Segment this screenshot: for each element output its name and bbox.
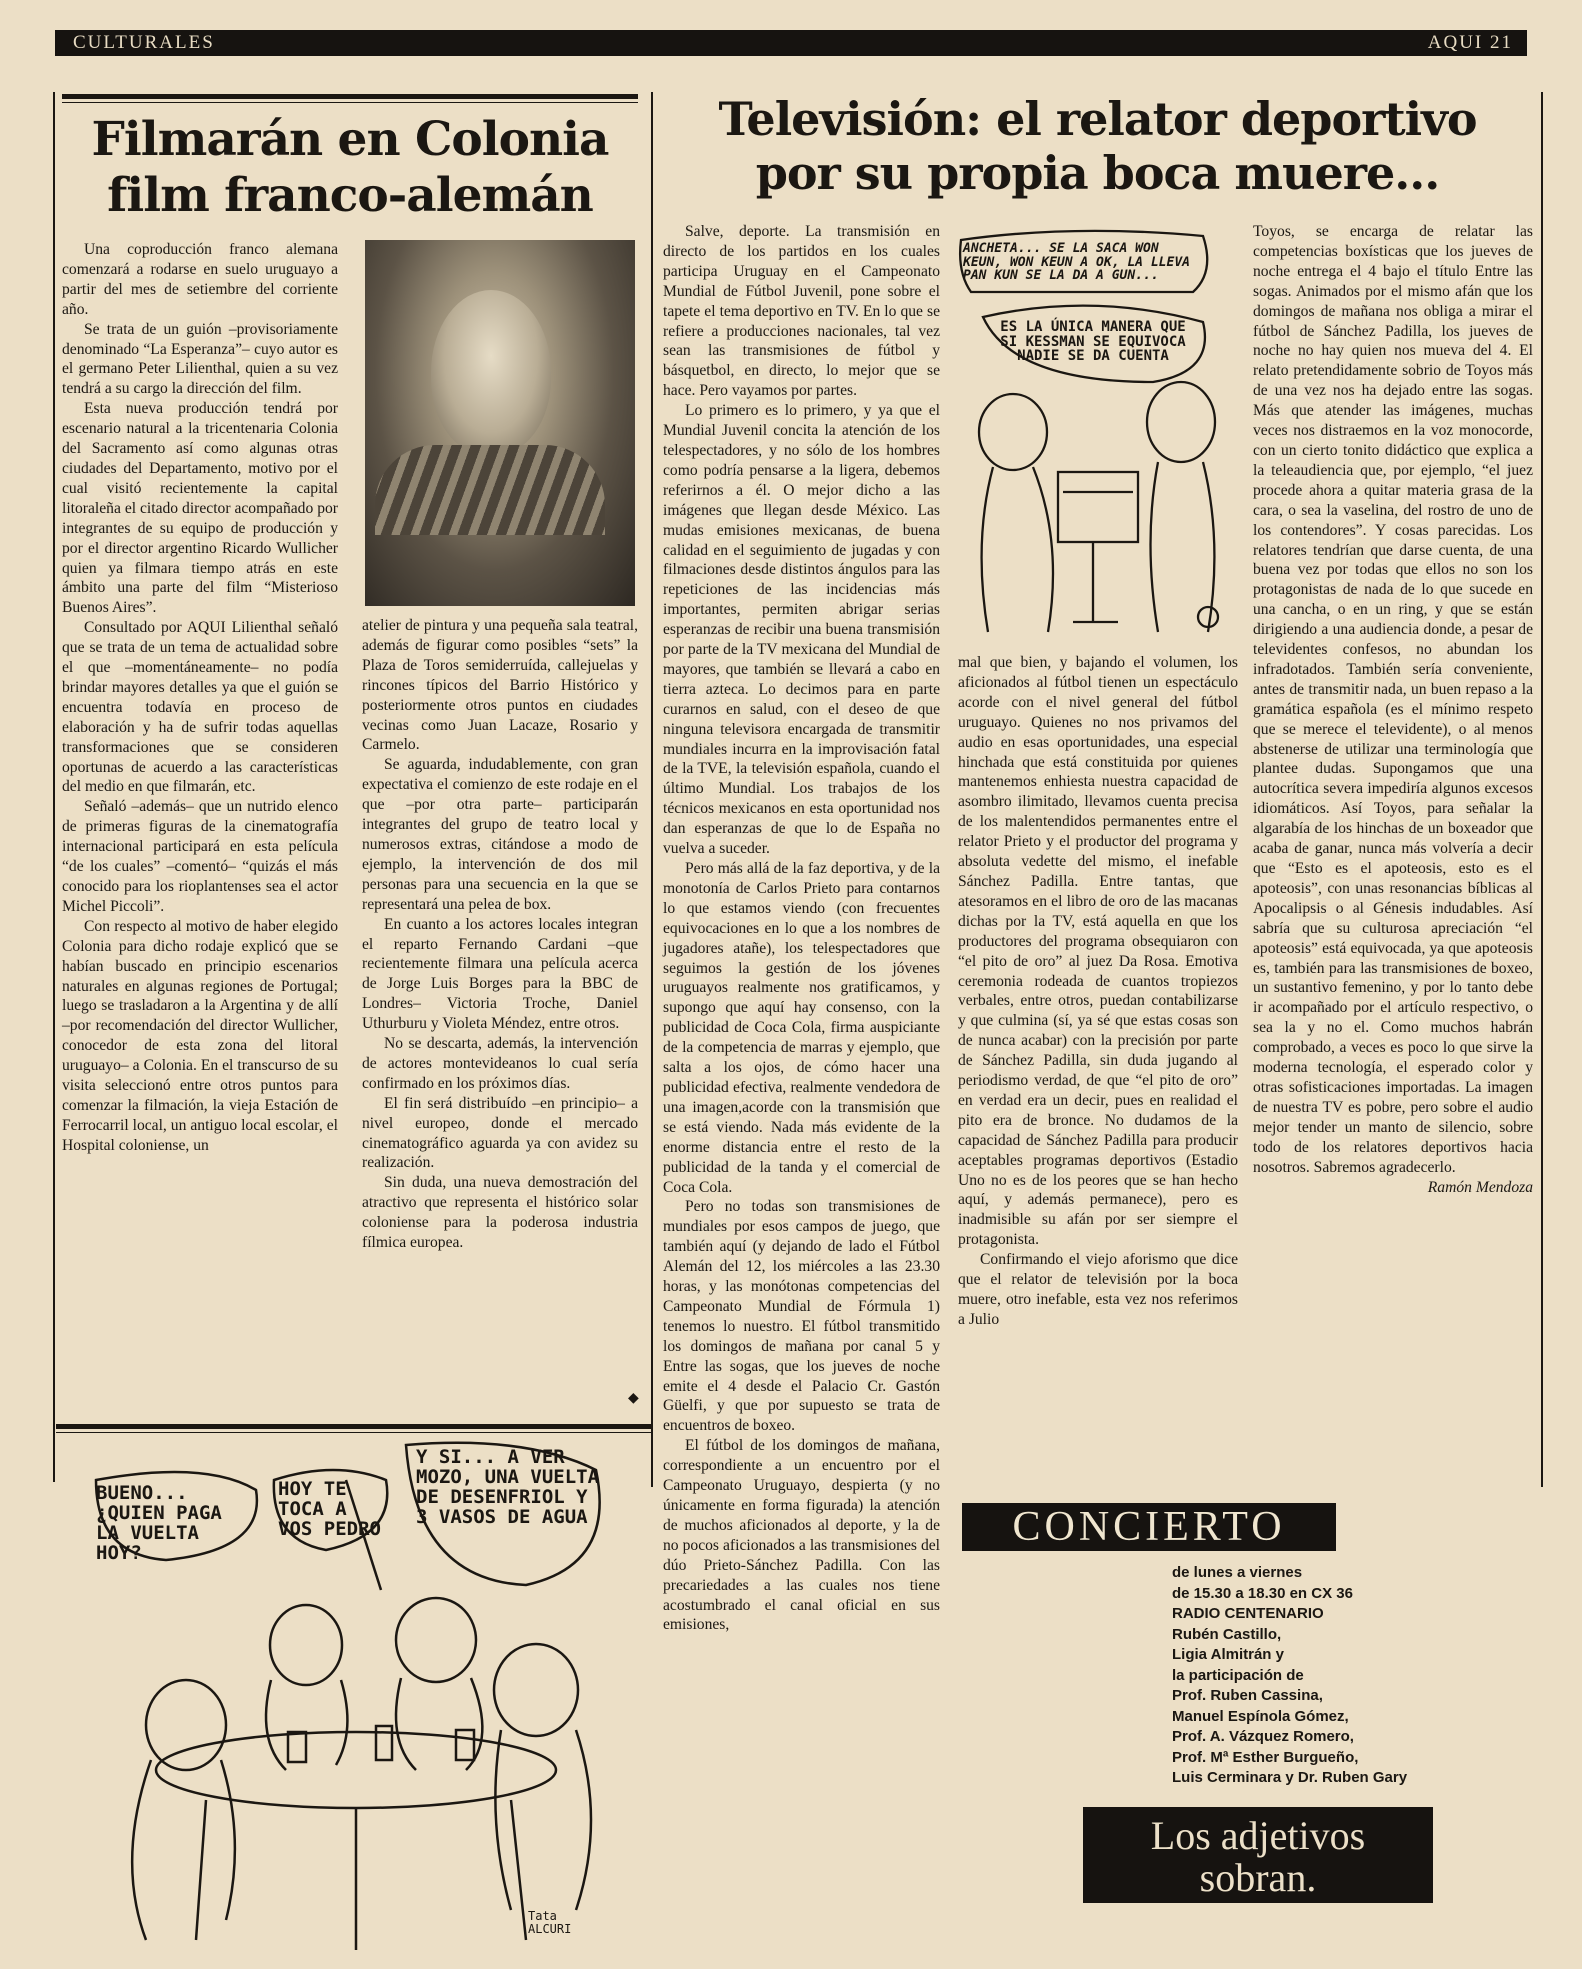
column-divider <box>651 92 653 1487</box>
ad-line: RADIO CENTENARIO <box>1172 1605 1324 1622</box>
ad-details <box>1172 1563 1502 1789</box>
paragraph: El fin será distribuído –en principio– a nivel europeo, donde el mercado cinematográfico aguarda ya con avidez su realización. <box>362 1094 638 1172</box>
portrait-sweater <box>375 445 605 535</box>
ad-line: Rubén Castillo, <box>1172 1625 1282 1643</box>
column-divider <box>1541 92 1543 1487</box>
paragraph: Pero no todas son transmisiones de mundiales por esos campos de juego, que también aquí (y dejando de lado el Fútbol Alemán del 12, los miércoles a las 23.30 horas, y las monótonas competencias del Campeonato Mundial de Fórmula 1) tenemos lo nuestro. El fútbol transmitido los domingos de mañana por canal 5 y Entre las sogas, que los jueves de noche emite el 4 desde el Palacio Cr. Gastón Güelfi, y que por supuesto se trata de encuentros de boxeo. <box>663 1198 940 1435</box>
bar-cartoon <box>56 1440 652 1964</box>
speech-bubble: ES LA ÚNICA MANERA QUE SI KESSMAN SE EQUIVOCA NADIE SE DA CUENTA <box>1000 319 1186 365</box>
section-name: CULTURALES <box>73 32 215 53</box>
title-line: por su propia boca muere... <box>755 146 1440 200</box>
paragraph: Una coproducción franco alemana comenzará a rodarse en suelo uruguayo a partir del mes de setiembre del corriente año. <box>62 241 338 318</box>
paragraph: El fútbol de los domingos de mañana, correspondiente a un encuentro por el Campeonato Uruguayo, despierta (y no únicamente en forma figurada) la atención de muchos aficionados al deporte, y la de no pocos aficionados a las transmisiones del dúo Prieto-Sánchez Padilla. Con las precariedades a las cuales nos tiene acostumbrado el canal oficial en sus emisiones, <box>663 1437 940 1634</box>
portrait-photo <box>365 240 635 606</box>
title-line: Filmarán en Colonia <box>91 112 609 167</box>
paragraph: Salve, deporte. La transmisión en directo de los partidos en los cuales participa Uruguay en el Campeonato Mundial de Fútbol Juvenil, pone sobre el tapete el tema deportivo en TV. En lo que se refiere a producciones nacionales, tal vez sean las transmisiones de fútbol y básquetbol, en directo, lo mejor que se hace. Pero vayamos por partes. <box>663 223 940 400</box>
article-top-rule <box>62 102 638 103</box>
ad-line: Luis Cerminara y Dr. Ruben Gary <box>1172 1769 1408 1786</box>
article2-column-3 <box>1253 222 1533 1197</box>
paragraph: Se aguarda, indudablemente, con gran expectativa el comienzo de este rodaje en el que –por otra parte– participarán integrantes del grupo de teatro local y numerosos extras, citándose a modo de ejemplo, la intervención de dos mil personas para una secuencia en la que se representará una pelea de box. <box>362 756 638 913</box>
broadcaster-cartoon <box>953 222 1243 642</box>
speech-bubble: BUENO... ¿QUIEN PAGA LA VUELTA HOY? <box>96 1482 222 1564</box>
ad-line: de 15.30 a 18.30 en CX 36 <box>1172 1584 1353 1602</box>
paragraph: Confirmando el viejo aforismo que dice que el relator de televisión por la boca muere, otro inefable, esta vez nos referimos a Julio <box>958 1251 1238 1328</box>
ad-line: Ligia Almitrán y <box>1172 1646 1284 1663</box>
broadcaster-cartoon-drawing <box>953 222 1243 642</box>
speech-bubble: Y SI... A VER MOZO, UNA VUELTA DE DESENFRIOL Y 3 VASOS DE AGUA <box>416 1446 600 1528</box>
paragraph: Pero más allá de la faz deportiva, y de la monotonía de Carlos Prieto para contarnos lo que estamos viendo (con frecuentes equivocaciones en lo que a los nombres de jugadores atañe), los telespectadores que seguimos la gestión de los jóvenes uruguayos realmente nos gratificamos, y supongo que aquí hay consenso, con la publicidad de Coca Cola, firma auspiciante de la competencia de marras y ejemplo, que salta a los ojos, de cómo hacer una publicidad efectiva, realmente vendedora de una imagen,acorde con la transmisión que se está viendo. Nada más evidente de la enorme distancia entre el resto de la publicidad de la tanda y el comercial de Coca Cola. <box>663 860 940 1196</box>
ad-line: de lunes a viernes <box>1172 1564 1303 1581</box>
ad-line: Prof. A. Vázquez Romero, <box>1172 1728 1354 1745</box>
paragraph: mal que bien, y bajando el volumen, los aficionados al fútbol tienen un espectáculo acorde con el nivel general del fútbol uruguayo. Quienes no nos privamos del audio en esas oportunidades, una especial hinchada que está constituida por quienes mantenemos enhiesta nuestra capacidad de asombro ilimitado, llevamos cuenta precisa de los malentendidos permanentes entre el relator Prieto y el productor del programa y absoluta vedette del mismo, el inefable Sánchez Padilla. Entre tantas, que atesoramos en el libro de oro de las macanas dichas por la TV, está aquella en que los productores del programa obsequiaron con “el pito de oro” al juez Da Rosa. Emotiva ceremonia rodeada de cuantos tropiezos verbales, entre otros, puedan contabilizarse y que culmina (sí, ya sé que estas cosas son de nunca acabar) con la precisión por parte de Sánchez Padilla, sin duda jugando al periodismo verdad, de que “el pito de oro” en verdad era un decir, pues en realidad el pito era de bronce. No dudamos de la capacidad de Sánchez Padilla para producir aceptables programas deportivos (Estadio Uno no es de los peores que se han hecho aquí, y además permanece), pero es inadmisible su afán por ser siempre el protagonista. <box>958 654 1238 1249</box>
ad-heading: CONCIERTO <box>962 1503 1336 1551</box>
speech-bubble: HOY TE TOCA A VOS PEDRO <box>278 1478 381 1540</box>
paragraph: No se descarta, además, la intervención de actores montevideanos lo cual sería confirmado en los próximos días. <box>362 1035 638 1092</box>
ad-line: Manuel Espínola Gómez, <box>1172 1707 1349 1725</box>
ad-footer-line: sobran. <box>1199 1855 1317 1900</box>
section-rule <box>56 1432 652 1433</box>
portrait-face <box>431 290 551 455</box>
title-line: film franco-alemán <box>107 168 593 223</box>
article-author: Ramón Mendoza <box>1427 1178 1533 1196</box>
page-number: AQUI 21 <box>1427 32 1513 53</box>
article1-column-2 <box>362 616 638 1253</box>
ad-line: Prof. Ruben Cassina, <box>1172 1687 1323 1704</box>
paragraph: Lo primero es lo primero, y ya que el Mundial Juvenil concita la atención de los telespectadores, y no sólo de los hombres como podría pensarse a la ligera, debemos referirnos a él. O mejor dicho a las imágenes que llegan desde México. Las mudas emisiones mexicanas, de buena calidad en el seguimiento de jugadas y con filmaciones desde distintos ángulos para las repeticiones de las incidencias más importantes, permiten abrigar serias esperanzas de recibir una buena transmisión por parte de la TV mexicana del Mundial de mayores, que también se llevará a cabo en tierra azteca. Lo decimos para en parte curarnos en salud, con el deseo de que ninguna televisora encargada de transmitir mundiales incurra en la improvisación fatal de la TVE, la televisión española, cuando el último Mundial. Los trabajos de los técnicos mexicanos en esta oportunidad nos dan esperanzas de que lo de España no vuelva a suceder. <box>663 402 940 858</box>
article1-title <box>62 112 638 224</box>
article2-column-2 <box>958 653 1238 1330</box>
page-header <box>55 30 1527 56</box>
ad-line: Prof. Mª Esther Burgueño, <box>1172 1748 1359 1766</box>
cartoonist-signature: Tata ALCURI <box>528 1909 572 1936</box>
end-mark: ◆ <box>628 1391 639 1406</box>
paragraph: En cuanto a los actores locales integran el reparto Fernando Cardani –que recientemente filmara una película acerca de Jorge Luis Borges para la BBC de Londres– Victoria Troche, Daniel Uthurburu y Violeta Méndez, entre otros. <box>362 915 638 1033</box>
section-rule <box>56 1424 652 1429</box>
article1-column-1 <box>62 240 338 1156</box>
paragraph: Sin duda, una nueva demostración del atractivo que representa el histórico solar coloniense para la poderosa industria fílmica europea. <box>362 1174 638 1252</box>
article-top-rule <box>62 94 638 99</box>
article2-title <box>660 92 1535 200</box>
paragraph: Con respecto al motivo de haber elegido Colonia para dicho rodaje explicó que se habían buscado en principio escenarios naturales en algunas regiones de Portugal; luego se trasladaron a la Argentina y de allí –por recomendación del director Wullicher, conocedor de esta zona del litoral uruguayo– a Colonia. En el transcurso de su visita seleccionó entre otros puntos para comenzar la filmación, la vieja Estación de Ferrocarril local, un antiguo local escolar, el Hospital coloniense, un <box>62 917 338 1154</box>
ad-footer <box>1083 1807 1433 1903</box>
ad-line: la participación de <box>1172 1666 1304 1684</box>
paragraph: Consultado por AQUI Lilienthal señaló que se trata de un tema de actualidad sobre el que –momentáneamente– no podía brindar mayores detalles ya que el guión se encuentra todavía en proceso de elaboración y ha de sufrir todas aquellas transformaciones que se consideren oportunas de acuerdo a las características del medio en que filmarán, etc. <box>62 619 338 796</box>
ad-footer-line: Los adjetivos <box>1150 1813 1366 1858</box>
speech-bubble: ANCHETA... SE LA SACA WON KEUN, WON KEUN A OK, LA LLEVA PAN KUN SE LA DA A GUN... <box>963 241 1190 284</box>
paragraph: atelier de pintura y una pequeña sala teatral, además de figurar como posibles “sets” la Plaza de Toros semiderruída, callejuelas y rincones típicos del Barrio Histórico y posteriormente otros puntos en ciudades vecinas como Juan Lacaze, Rosario y Carmelo. <box>362 617 638 754</box>
paragraph: Toyos, se encarga de relatar las competencias boxísticas que los jueves de noche entrega el 4 bajo el título Entre las sogas. Animados por el mismo afán que los domingos de mañana nos obliga a mirar el fútbol de Sánchez Padilla, los jueves de noche no hay quien nos mueva del 4. El relato pretendidamente sobrio de Toyos más de una vez nos ha dejado entre las sogas. Más que atender las imágenes, muchas veces nos distraemos en la voz monocorde, con un cierto tonito didáctico que explica a la teleaudiencia que, por ejemplo, “el juez procede ahora a quitar materia grasa de la cara, o sea la vaselina, del rostro de uno de los contendores”. Y cosas parecidas. Los relatores tendrían que darse cuenta, de una buena vez por todas que ellos no son los protagonistas de nada de lo que sucede en una cancha, o en un ring, y que se están dirigiendo a una audiencia donde, a pesar de televidentes confesos, no abundan los infradotados. También sería conveniente, antes de transmitir nada, un buen repaso a la gramática española (es el mínimo respeto que se merece el televidente), o al menos abstenerse de utilizar una terminología que plantee dudas. Supongamos que una autocrítica severa impediría algunos excesos idiomáticos. Así Toyos, para señalar la algarabía de los hinchas de un boxeador que acaba de ganar, nunca más volvería a decir que “Esto es el apoteosis, esto es el apoteosis”, con unas resonancias bíblicas al Apocalipsis o al Génesis indudables. Así sabría que su culturosa apreciación “el apoteosis” está equivocada, ya que apoteosis es, también para las transmisiones de boxeo, un sustantivo femenino, y por lo tanto debe ir acompañado por el artículo respectivo, o sea la y no el. Como muchos habrán comprobado, a veces es poco lo que sirve la moderna tecnología, el esperado color y otras sofisticaciones importadas. La imagen de nuestra TV es pobre, pero sobre el audio mejor tender un manto de silencio, sobre todo de los relatores deportivos hacia nosotros. Sabremos agradecerlo. <box>1253 223 1533 1176</box>
article2-column-1 <box>663 222 940 1635</box>
paragraph: Esta nueva producción tendrá por escenario natural a la tricentenaria Colonia del Sacramento así como algunas otras ciudades del Departamento, motivo por el cual visitó recientemente la capital litoraleña el citado director acompañado por integrantes de su equipo de producción y por el director argentino Ricardo Wullicher quien ya filmara tiempo atrás en este ámbito una parte del film “Misterioso Buenos Aires”. <box>62 400 338 617</box>
paragraph: Se trata de un guión –provisoriamente denominado “La Esperanza”– cuyo autor es el germano Peter Lilienthal, quien a su vez tendrá a su cargo la dirección del film. <box>62 320 338 398</box>
title-line: Televisión: el relator deportivo <box>718 92 1477 146</box>
paragraph: Señaló –además– que un nutrido elenco de primeras figuras de la cinematografía internacional participará en esta película “de los cuales” –comentó– “quizás el más conocido para los rioplantenses sea el actor Michel Piccoli”. <box>62 798 338 915</box>
column-divider <box>53 92 55 1482</box>
